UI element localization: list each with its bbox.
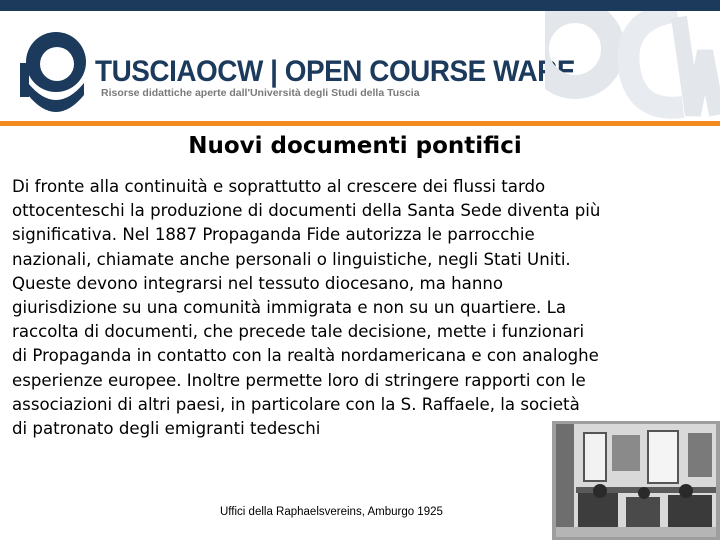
ocw-logo-icon — [20, 25, 92, 115]
body-paragraph: Di fronte alla continuità e soprattutto al crescere dei flussi tardo ottocenteschi la produzione di documenti della Santa Sede diventa più significativa. Nel 1887 Propaganda Fide autorizza le parrocchie nazionali, chiamate anche personali o linguistiche, negli Stati Uniti. Queste devono integrarsi nel tessuto diocesano, ma hanno giurisdizione su una comunità immigrata e non su un quartiere. La raccolta di documenti, che precede tale decisione, mette i funzionari di Propaganda in contatto con la realtà nordamericana e con analoghe esperienze europee. Inoltre permette loro di stringere rapporti con le associazioni di altri paesi, in particolare con la S. Raffaele, la società di patronato degli emigranti tedeschi — [12, 177, 601, 439]
brand-subtitle: Risorse didattiche aperte dall'Università degli Studi della Tuscia — [101, 87, 420, 99]
brand-title: TUSCIAOCW | OPEN COURSE WARE — [95, 55, 575, 88]
office-photo — [552, 421, 720, 540]
top-bar — [0, 0, 720, 11]
photo-caption: Uffici della Raphaelsvereins, Amburgo 1925 — [220, 506, 443, 518]
header-banner — [0, 11, 720, 121]
slide-title: Nuovi documenti pontifici — [188, 133, 522, 159]
ocw-watermark-icon — [545, 11, 720, 121]
orange-divider — [0, 121, 720, 126]
